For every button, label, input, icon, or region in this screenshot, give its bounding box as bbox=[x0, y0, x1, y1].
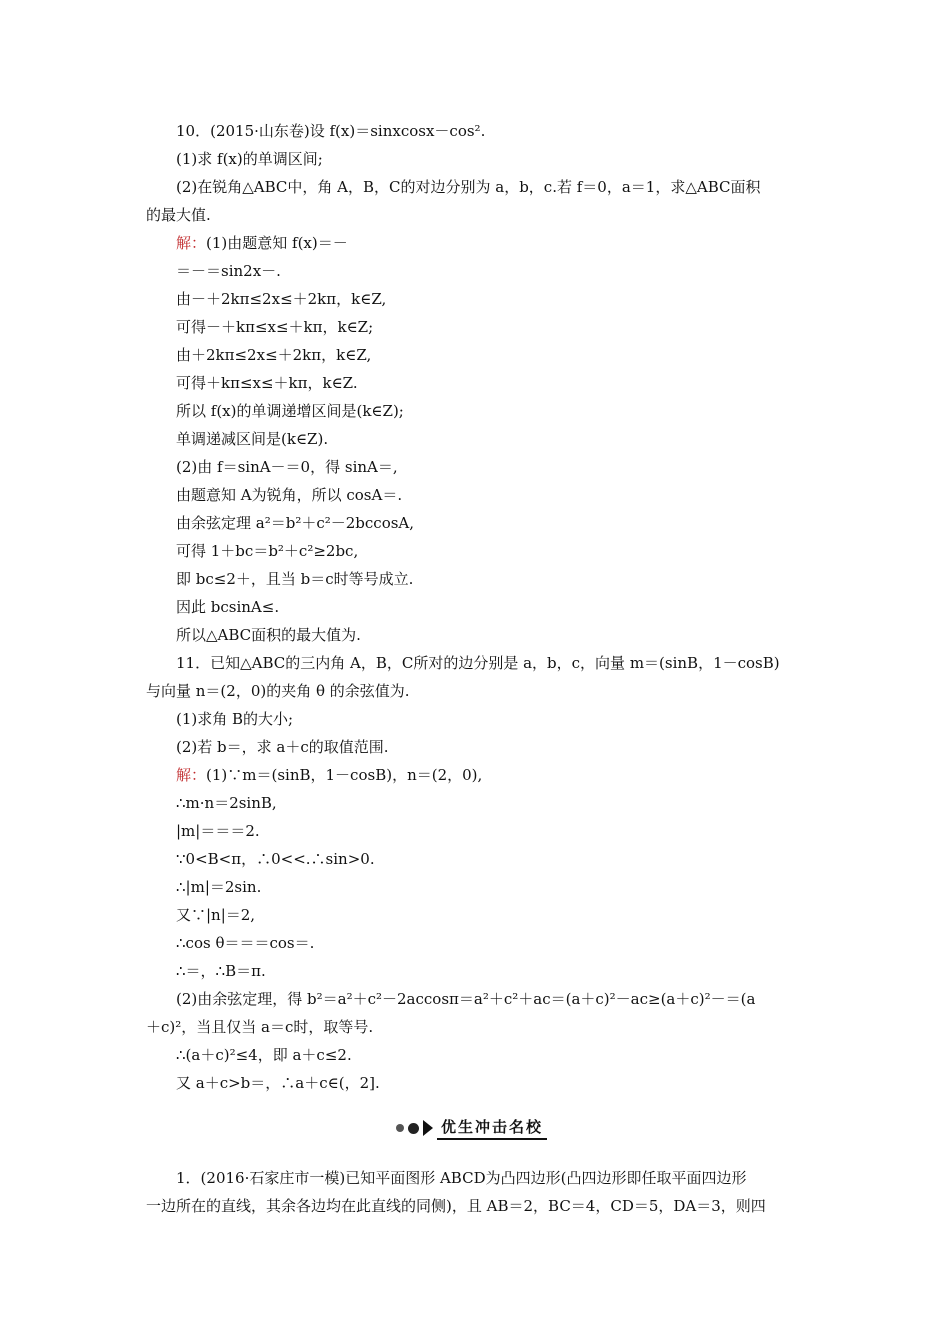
solution-line: ∵0<B<π，∴0<<.∴sin>0. bbox=[176, 850, 375, 868]
solution-line: ∴m·n＝2sinB, bbox=[176, 794, 277, 812]
small-dot-icon bbox=[396, 1124, 404, 1132]
problem11-question2: (2)若 b＝，求 a＋c的取值范围. bbox=[176, 738, 389, 756]
solution-label: 解： bbox=[176, 766, 207, 784]
problem10-title: 10．(2015·山东卷)设 f(x)＝sinxcosx－cos². bbox=[176, 122, 486, 140]
solution-line: ∴|m|＝2sin. bbox=[176, 878, 262, 896]
arrow-right-icon bbox=[423, 1120, 433, 1136]
problem10-question2-line2: 的最大值. bbox=[146, 206, 211, 224]
section-banner bbox=[396, 1117, 547, 1139]
solution-line: 由余弦定理 a²＝b²＋c²－2bccosA, bbox=[176, 514, 415, 532]
solution-line: 所以 f(x)的单调递增区间是(k∈Z); bbox=[176, 402, 404, 420]
solution-text: (1)由题意知 f(x)＝－ bbox=[206, 234, 348, 252]
problem11-title-line2: 与向量 n＝(2，0)的夹角 θ 的余弦值为. bbox=[146, 682, 410, 700]
solution-label: 解： bbox=[176, 234, 207, 252]
section-banner-title: 优生冲击名校 bbox=[437, 1116, 547, 1140]
solution-line: 可得 1＋bc＝b²＋c²≥2bc, bbox=[176, 542, 359, 560]
solution-line: 又∵|n|＝2, bbox=[176, 906, 256, 924]
solution-line: ∴＝，∴B＝π. bbox=[176, 962, 266, 980]
solution-line: |m|＝＝＝2. bbox=[176, 822, 260, 840]
solution-line: (2)由余弦定理，得 b²＝a²＋c²－2accosπ＝a²＋c²＋ac＝(a＋c)²－ac≥(a＋c)²－＝(a bbox=[176, 990, 756, 1008]
problem10-question2-line1: (2)在锐角△ABC中，角 A，B，C的对边分别为 a，b，c.若 f＝0，a＝1，求△ABC面积 bbox=[176, 178, 761, 196]
problem11-title-line1: 11．已知△ABC的三内角 A，B，C所对的边分别是 a，b，c，向量 m＝(sinB，1－cosB) bbox=[176, 654, 780, 672]
solution-line: ＝－＝sin2x－. bbox=[176, 262, 281, 280]
problem10-solution-line bbox=[176, 233, 348, 253]
problem10-question1: (1)求 f(x)的单调区间; bbox=[176, 150, 323, 168]
solution-line: 即 bc≤2＋，且当 b＝c时等号成立. bbox=[176, 570, 414, 588]
solution-line: ∴(a＋c)²≤4，即 a＋c≤2. bbox=[176, 1046, 352, 1064]
solution-line: ＋c)²，当且仅当 a＝c时，取等号. bbox=[146, 1018, 374, 1036]
solution-line: 单调递减区间是(k∈Z). bbox=[176, 430, 329, 448]
solution-line: 可得＋kπ≤x≤＋kπ，k∈Z. bbox=[176, 374, 358, 392]
problem11-question1: (1)求角 B的大小; bbox=[176, 710, 294, 728]
solution-line: (2)由 f＝sinA－＝0，得 sinA＝, bbox=[176, 458, 398, 476]
solution-line: 可得－＋kπ≤x≤＋kπ，k∈Z; bbox=[176, 318, 374, 336]
problem1-line1: 1．(2016·石家庄市一模)已知平面图形 ABCD为凸四边形(凸四边形即任取平面四边形 bbox=[176, 1169, 747, 1187]
solution-line: 又 a＋c>b＝，∴a＋c∈(，2]. bbox=[176, 1074, 380, 1092]
solution-line: 由＋2kπ≤2x≤＋2kπ，k∈Z, bbox=[176, 346, 372, 364]
problem11-solution-line bbox=[176, 765, 482, 785]
large-dot-icon bbox=[408, 1123, 419, 1134]
solution-line: 由题意知 A为锐角，所以 cosA＝. bbox=[176, 486, 403, 504]
solution-line: 所以△ABC面积的最大值为. bbox=[176, 626, 361, 644]
solution-line: ∴cos θ＝＝＝cos＝. bbox=[176, 934, 315, 952]
problem1-line2: 一边所在的直线，其余各边均在此直线的同侧)，且 AB＝2，BC＝4，CD＝5，DA＝3，则四 bbox=[146, 1197, 766, 1215]
solution-line: 由－＋2kπ≤2x≤＋2kπ，k∈Z, bbox=[176, 290, 387, 308]
solution-text: (1)∵m＝(sinB，1－cosB)，n＝(2，0), bbox=[206, 766, 483, 784]
solution-line: 因此 bcsinA≤. bbox=[176, 598, 280, 616]
